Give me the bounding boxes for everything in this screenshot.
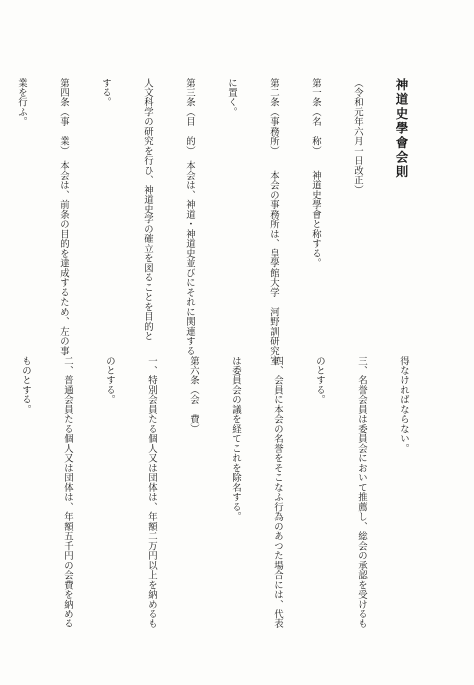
- text-line: 二、普通会員たる個人又は団体は、年額五千円の会費を納める: [62, 356, 73, 629]
- text-line: 第二条（事務所） 本会の事務所は、皇學館大学 河野訓研究室: [268, 78, 279, 366]
- text-line: 一、特別会員たる個人又は団体は、年額二万円以上を納めるも: [146, 356, 157, 629]
- text-line: 業を行ふ。: [16, 78, 27, 127]
- text-line: 三、名誉会員は委員会において推薦し、総会の承認を受けるも: [356, 356, 367, 629]
- text-line: 第三条（目 的） 本会は、神道・神道史並びにそれに関連する: [184, 78, 195, 356]
- text-line: 第四条（事 業） 本会は、前条の目的を達成するため、左の事: [58, 78, 69, 356]
- text-line: のとする。: [314, 356, 325, 405]
- revision-date: （令和元年六月一日改正）: [352, 78, 363, 195]
- text-line: に置く。: [226, 78, 237, 117]
- text-line: 得なければならない。: [398, 356, 409, 454]
- text-line: 人文科学の研究を行ひ、神道史学の確立を図ることを目的と: [142, 78, 153, 341]
- text-line: 第六条（会 費）: [188, 356, 199, 434]
- text-line: 第一条（名 称） 神道史學會と称する。: [310, 78, 321, 269]
- text-line: のとする。: [104, 356, 115, 405]
- text-line: ものとする。: [20, 356, 31, 415]
- document-title: 神道史學會会則: [394, 78, 409, 180]
- lower-text-block: [0, 356, 438, 629]
- upper-text-block: [0, 78, 438, 366]
- text-line: する。: [100, 78, 111, 108]
- text-line: は委員会の議を経てこれを除名する。: [230, 356, 241, 522]
- text-line: 四、会員に本会の名誉をそこなふ行為のあつた場合には、代表: [272, 356, 283, 629]
